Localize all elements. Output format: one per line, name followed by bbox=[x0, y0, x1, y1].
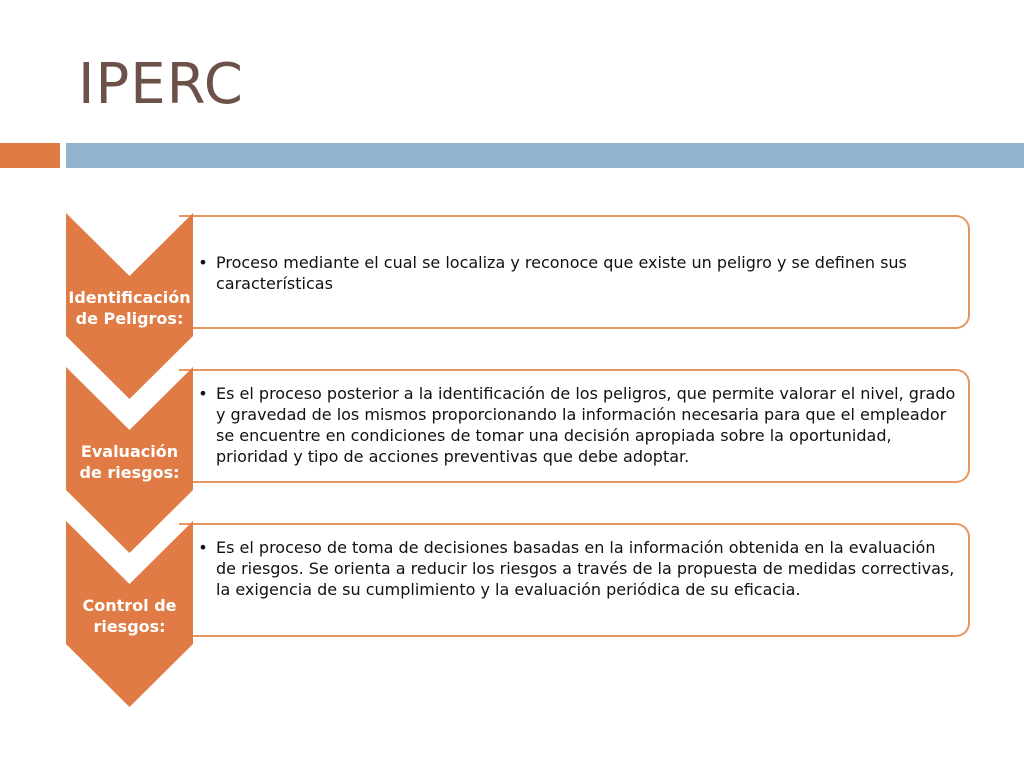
title-accent-bar-blue bbox=[66, 143, 1024, 168]
step-label-line2: riesgos: bbox=[93, 617, 166, 636]
step-label-line1: Control de bbox=[82, 596, 177, 615]
step-description bbox=[190, 537, 960, 600]
step-description bbox=[190, 252, 960, 294]
step-label-line2: de Peligros: bbox=[75, 309, 184, 328]
step-description-text: Es el proceso de toma de decisiones basadas en la información obtenida en la evaluación de riesgos. Se orienta a reducir los riesgos a través de la propuesta de medidas correctivas, la exigencia de su cumplimiento y la evaluación periódica de su eficacia. bbox=[216, 538, 955, 599]
step-label-line2: de riesgos: bbox=[79, 463, 180, 482]
step-label-line1: Evaluación bbox=[80, 442, 179, 461]
title-accent-bar-orange bbox=[0, 143, 60, 168]
step-label-line1: Identificación bbox=[68, 288, 191, 307]
bullet-marker: • bbox=[198, 384, 208, 403]
bullet-marker: • bbox=[198, 538, 208, 557]
step-description-text: Es el proceso posterior a la identificación de los peligros, que permite valorar el nivel, grado y gravedad de los mismos proporcionando la información necesaria para que el empleador se encuentre en condiciones de tomar una decisión apropiada sobre la oportunidad, prioridad y tipo de acciones preventivas que debe adoptar. bbox=[216, 384, 956, 466]
slide-title: IPERC bbox=[78, 52, 244, 117]
process-step-control bbox=[0, 521, 1024, 707]
step-description-text: Proceso mediante el cual se localiza y reconoce que existe un peligro y se definen sus características bbox=[216, 253, 907, 293]
bullet-marker: • bbox=[198, 253, 208, 272]
step-description bbox=[190, 383, 960, 467]
step-label bbox=[66, 521, 193, 707]
